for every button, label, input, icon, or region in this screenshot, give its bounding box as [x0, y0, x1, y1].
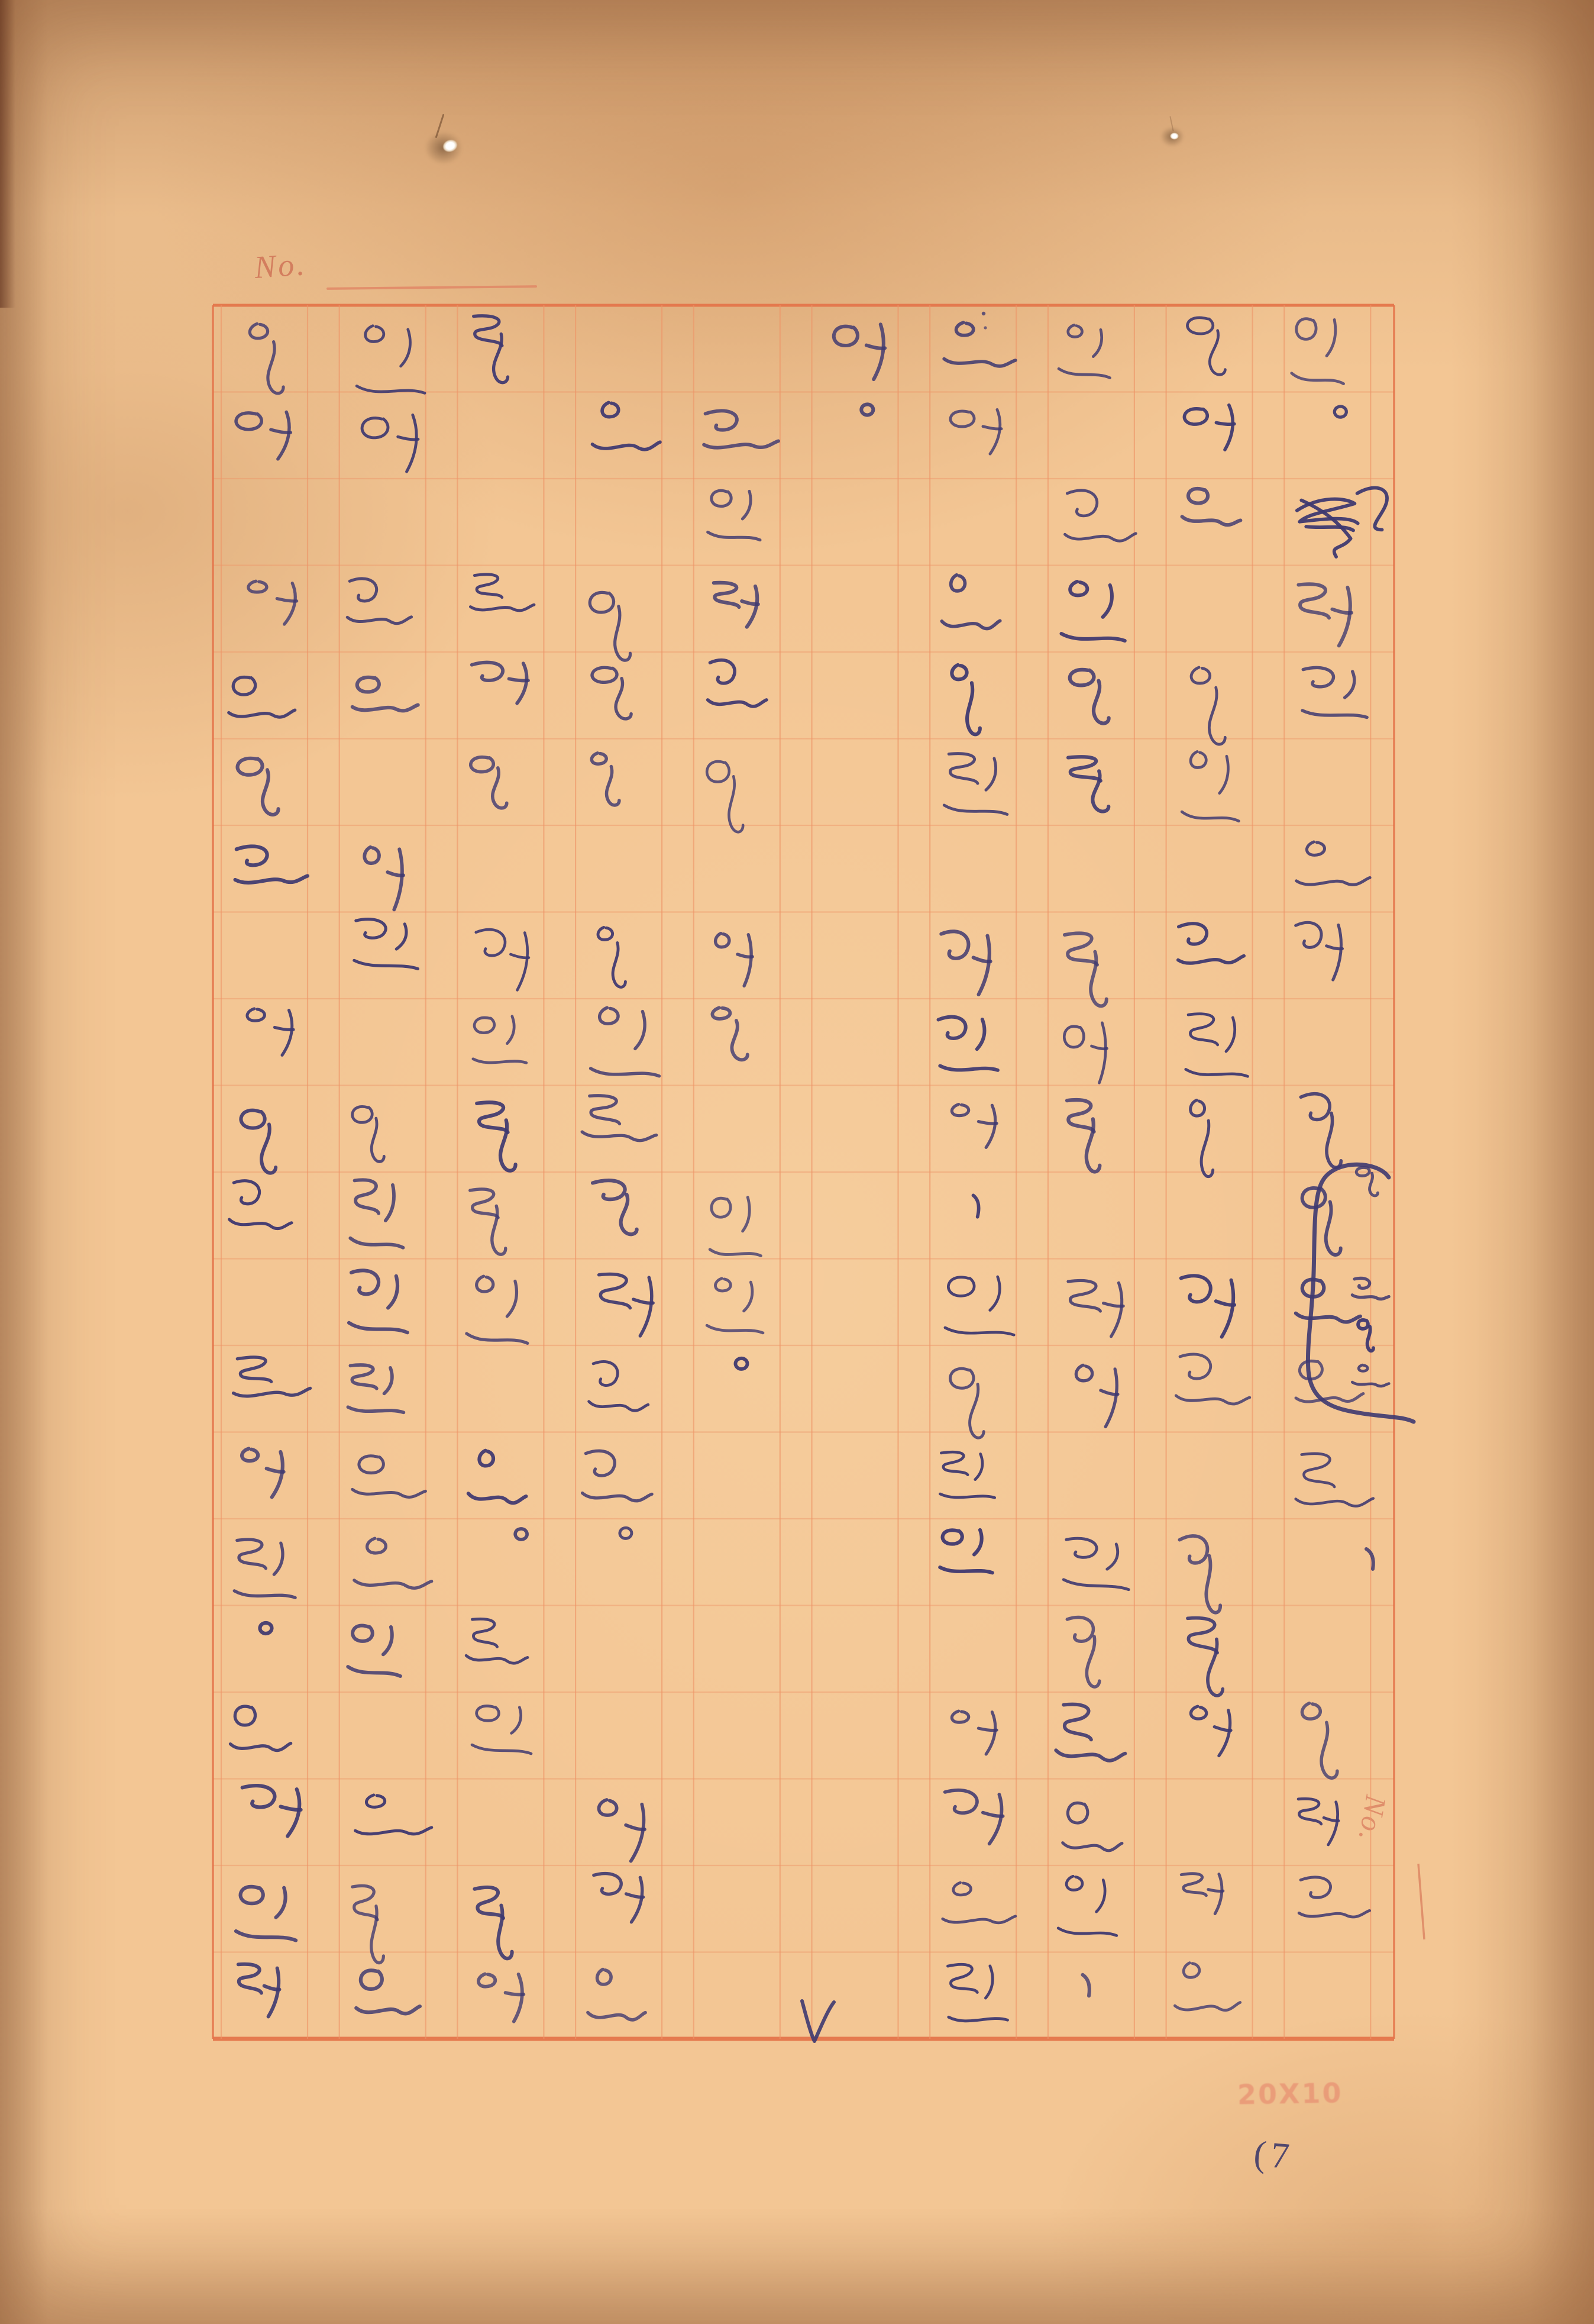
handwritten-glyph: [247, 1008, 294, 1056]
handwritten-glyph: [945, 1961, 1008, 2024]
handwritten-glyph: [715, 932, 753, 987]
handwritten-glyph: [943, 1790, 1004, 1845]
handwritten-glyph: [1056, 1703, 1127, 1761]
handwritten-glyph: [1063, 1022, 1108, 1084]
side-no-underline: [1418, 1864, 1424, 1939]
handwritten-glyph: [1074, 1365, 1119, 1427]
handwritten-glyph: [939, 931, 991, 995]
handwritten-glyph: [466, 1276, 529, 1343]
handwritten-glyph: [1188, 1706, 1233, 1756]
handwritten-glyph: [590, 1008, 659, 1077]
handwritten-glyph: [1291, 318, 1347, 384]
handwritten-glyph: [1302, 1187, 1341, 1257]
handwritten-glyph: [228, 675, 296, 719]
handwritten-glyph: [1063, 1803, 1123, 1851]
handwritten-glyph: [940, 1530, 992, 1573]
handwritten-glyph: [1302, 667, 1368, 718]
handwritten-glyph: [478, 1972, 525, 2023]
handwritten-glyph: [952, 1103, 997, 1148]
handwritten-glyph: [354, 1538, 432, 1589]
side-no-label: No.: [1351, 1793, 1393, 1845]
grid-size-label: 20X10: [1237, 2077, 1343, 2111]
handwritten-glyph: [1301, 1093, 1341, 1169]
handwritten-glyph: [354, 919, 420, 969]
handwritten-glyph: [592, 667, 631, 719]
handwritten-glyph: [948, 1368, 987, 1438]
handwritten-glyph: [1181, 1872, 1224, 1915]
handwritten-glyph: [477, 1102, 516, 1171]
handwritten-glyph: [619, 1528, 632, 1539]
handwriting-layer: [228, 315, 1391, 2024]
grid-lines: [213, 305, 1394, 2039]
handwritten-glyph: [735, 1358, 747, 1370]
handwritten-glyph: [230, 1706, 291, 1751]
handwritten-glyph: [348, 1625, 403, 1676]
handwritten-glyph: [952, 664, 980, 735]
handwritten-glyph: [364, 847, 404, 910]
handwritten-glyph: [1297, 584, 1352, 646]
no-label: No.: [253, 246, 308, 286]
handwritten-glyph: [950, 409, 1001, 454]
handwritten-glyph: [471, 1016, 526, 1065]
handwritten-glyph: [351, 676, 418, 712]
handwritten-glyph: [1058, 324, 1113, 378]
handwritten-glyph: [1295, 1453, 1373, 1506]
handwritten-glyph: [582, 1451, 652, 1501]
handwritten-glyph: [1184, 405, 1236, 452]
handwritten-glyph: [597, 1274, 654, 1336]
handwritten-glyph: [1182, 488, 1242, 525]
handwritten-glyph: [470, 1189, 506, 1255]
handwritten-glyph: [1068, 1280, 1123, 1337]
handwritten-glyph: [596, 1799, 646, 1862]
handwritten-glyph: [708, 660, 767, 706]
handwritten-glyph: [1179, 1275, 1236, 1337]
handwritten-glyph: [241, 1785, 301, 1836]
handwritten-glyph: [471, 315, 510, 383]
handwritten-glyph: [939, 1451, 994, 1499]
handwritten-glyph: [1184, 1618, 1227, 1696]
handwritten-glyph: [944, 753, 1009, 815]
handwritten-glyph: [1063, 1538, 1132, 1590]
handwritten-glyph: [1069, 669, 1109, 725]
handwritten-glyph: [942, 1881, 1016, 1925]
handwritten-glyph: [350, 1180, 405, 1248]
handwritten-glyph: [593, 1180, 637, 1235]
handwritten-glyph: [235, 411, 291, 459]
ink-dot: [984, 326, 987, 329]
handwritten-glyph: [1302, 1702, 1337, 1778]
handwritten-glyph: [1296, 922, 1343, 980]
handwritten-glyph: [707, 1278, 764, 1333]
handwritten-glyph: [944, 322, 1016, 366]
handwritten-glyph: [582, 1095, 658, 1141]
handwritten-glyph: [234, 1539, 295, 1597]
handwritten-glyph: [348, 1365, 403, 1413]
handwritten-glyph: [352, 1106, 384, 1163]
handwritten-glyph: [476, 929, 529, 990]
handwritten-glyph: [589, 1361, 650, 1411]
handwritten-glyph: [1173, 1960, 1241, 2012]
check-mark: [802, 2001, 834, 2041]
handwritten-glyph: [250, 324, 283, 394]
handwritten-glyph: [474, 1886, 512, 1961]
handwritten-glyph: [1176, 1354, 1251, 1405]
handwritten-glyph: [588, 1970, 645, 2020]
handwritten-glyph: [709, 1197, 761, 1257]
handwritten-glyph: [1179, 1534, 1221, 1615]
handwritten-glyph: [1295, 1279, 1362, 1322]
handwritten-glyph: [1061, 582, 1125, 641]
ink-dot: [982, 312, 985, 315]
handwritten-glyph: [1176, 921, 1244, 966]
handwritten-glyph: [248, 581, 297, 624]
handwritten-glyph: [1191, 667, 1226, 744]
handwritten-glyph: [1185, 317, 1227, 375]
handwritten-glyph: [260, 1623, 271, 1634]
handwritten-glyph: [591, 1873, 644, 1923]
handwritten-glyph: [515, 1528, 528, 1539]
handwritten-glyph: [235, 1886, 298, 1940]
handwritten-glyph: [468, 1450, 528, 1503]
handwritten-glyph: [952, 1710, 997, 1755]
handwritten-glyph: [942, 574, 1000, 629]
handwritten-glyph: [712, 1006, 748, 1061]
handwritten-glyph: [348, 1270, 410, 1332]
handwritten-glyph: [239, 1110, 279, 1173]
handwritten-glyph: [1063, 1616, 1103, 1687]
handwritten-glyph: [347, 578, 412, 624]
handwritten-glyph: [702, 408, 778, 450]
handwritten-glyph: [466, 1619, 529, 1664]
handwritten-glyph: [362, 415, 419, 473]
handwritten-glyph: [237, 757, 279, 816]
handwritten-glyph: [861, 404, 874, 415]
handwritten-glyph: [229, 1180, 294, 1229]
handwritten-glyph: [712, 582, 759, 628]
handwritten-glyph: [591, 401, 660, 451]
handwritten-glyph: [1082, 1974, 1089, 1996]
handwritten-glyph: [472, 661, 529, 705]
handwritten-glyph: [235, 1964, 281, 2017]
handwritten-glyph: [1065, 1100, 1101, 1172]
handwritten-glyph: [231, 1354, 311, 1399]
handwritten-glyph: [1334, 406, 1346, 417]
handwritten-glyph: [1065, 490, 1136, 542]
handwritten-glyph: [1058, 1876, 1117, 1935]
handwritten-glyph: [972, 1195, 979, 1216]
handwritten-glyph: [707, 761, 743, 833]
handwritten-glyph: [352, 1455, 426, 1497]
handwritten-glyph: [353, 1886, 384, 1963]
handwritten-glyph: [240, 1448, 284, 1497]
handwritten-glyph: [354, 1793, 432, 1836]
handwritten-glyph: [1296, 1799, 1340, 1845]
handwritten-glyph: [1065, 932, 1107, 1008]
handwritten-glyph: [1298, 1876, 1370, 1919]
handwritten-glyph: [834, 324, 885, 379]
handwritten-glyph: [1295, 840, 1370, 887]
handwritten-glyph: [945, 1277, 1014, 1335]
handwritten-glyph: [470, 573, 535, 612]
handwritten-glyph: [1187, 1100, 1217, 1177]
handwritten-glyph: [598, 927, 626, 988]
handwritten-glyph: [355, 1969, 421, 2015]
handwritten-glyph: [356, 325, 425, 394]
handwritten-glyph: [472, 1705, 534, 1754]
handwritten-glyph: [1182, 751, 1240, 821]
margin-annotations: [802, 312, 1414, 2041]
handwritten-glyph: [1356, 1167, 1378, 1197]
handwritten-glyph: [707, 490, 762, 540]
handwritten-glyph: [234, 844, 308, 885]
margin-comma: [1366, 1549, 1373, 1569]
handwritten-glyph: [471, 757, 507, 809]
handwritten-glyph: [1068, 757, 1108, 812]
handwritten-glyph: [1185, 1013, 1247, 1077]
handwritten-glyph: [591, 753, 619, 806]
handwritten-glyph: [1296, 487, 1391, 559]
page-number: (7: [1252, 2133, 1296, 2177]
handwritten-glyph: [938, 1015, 998, 1072]
